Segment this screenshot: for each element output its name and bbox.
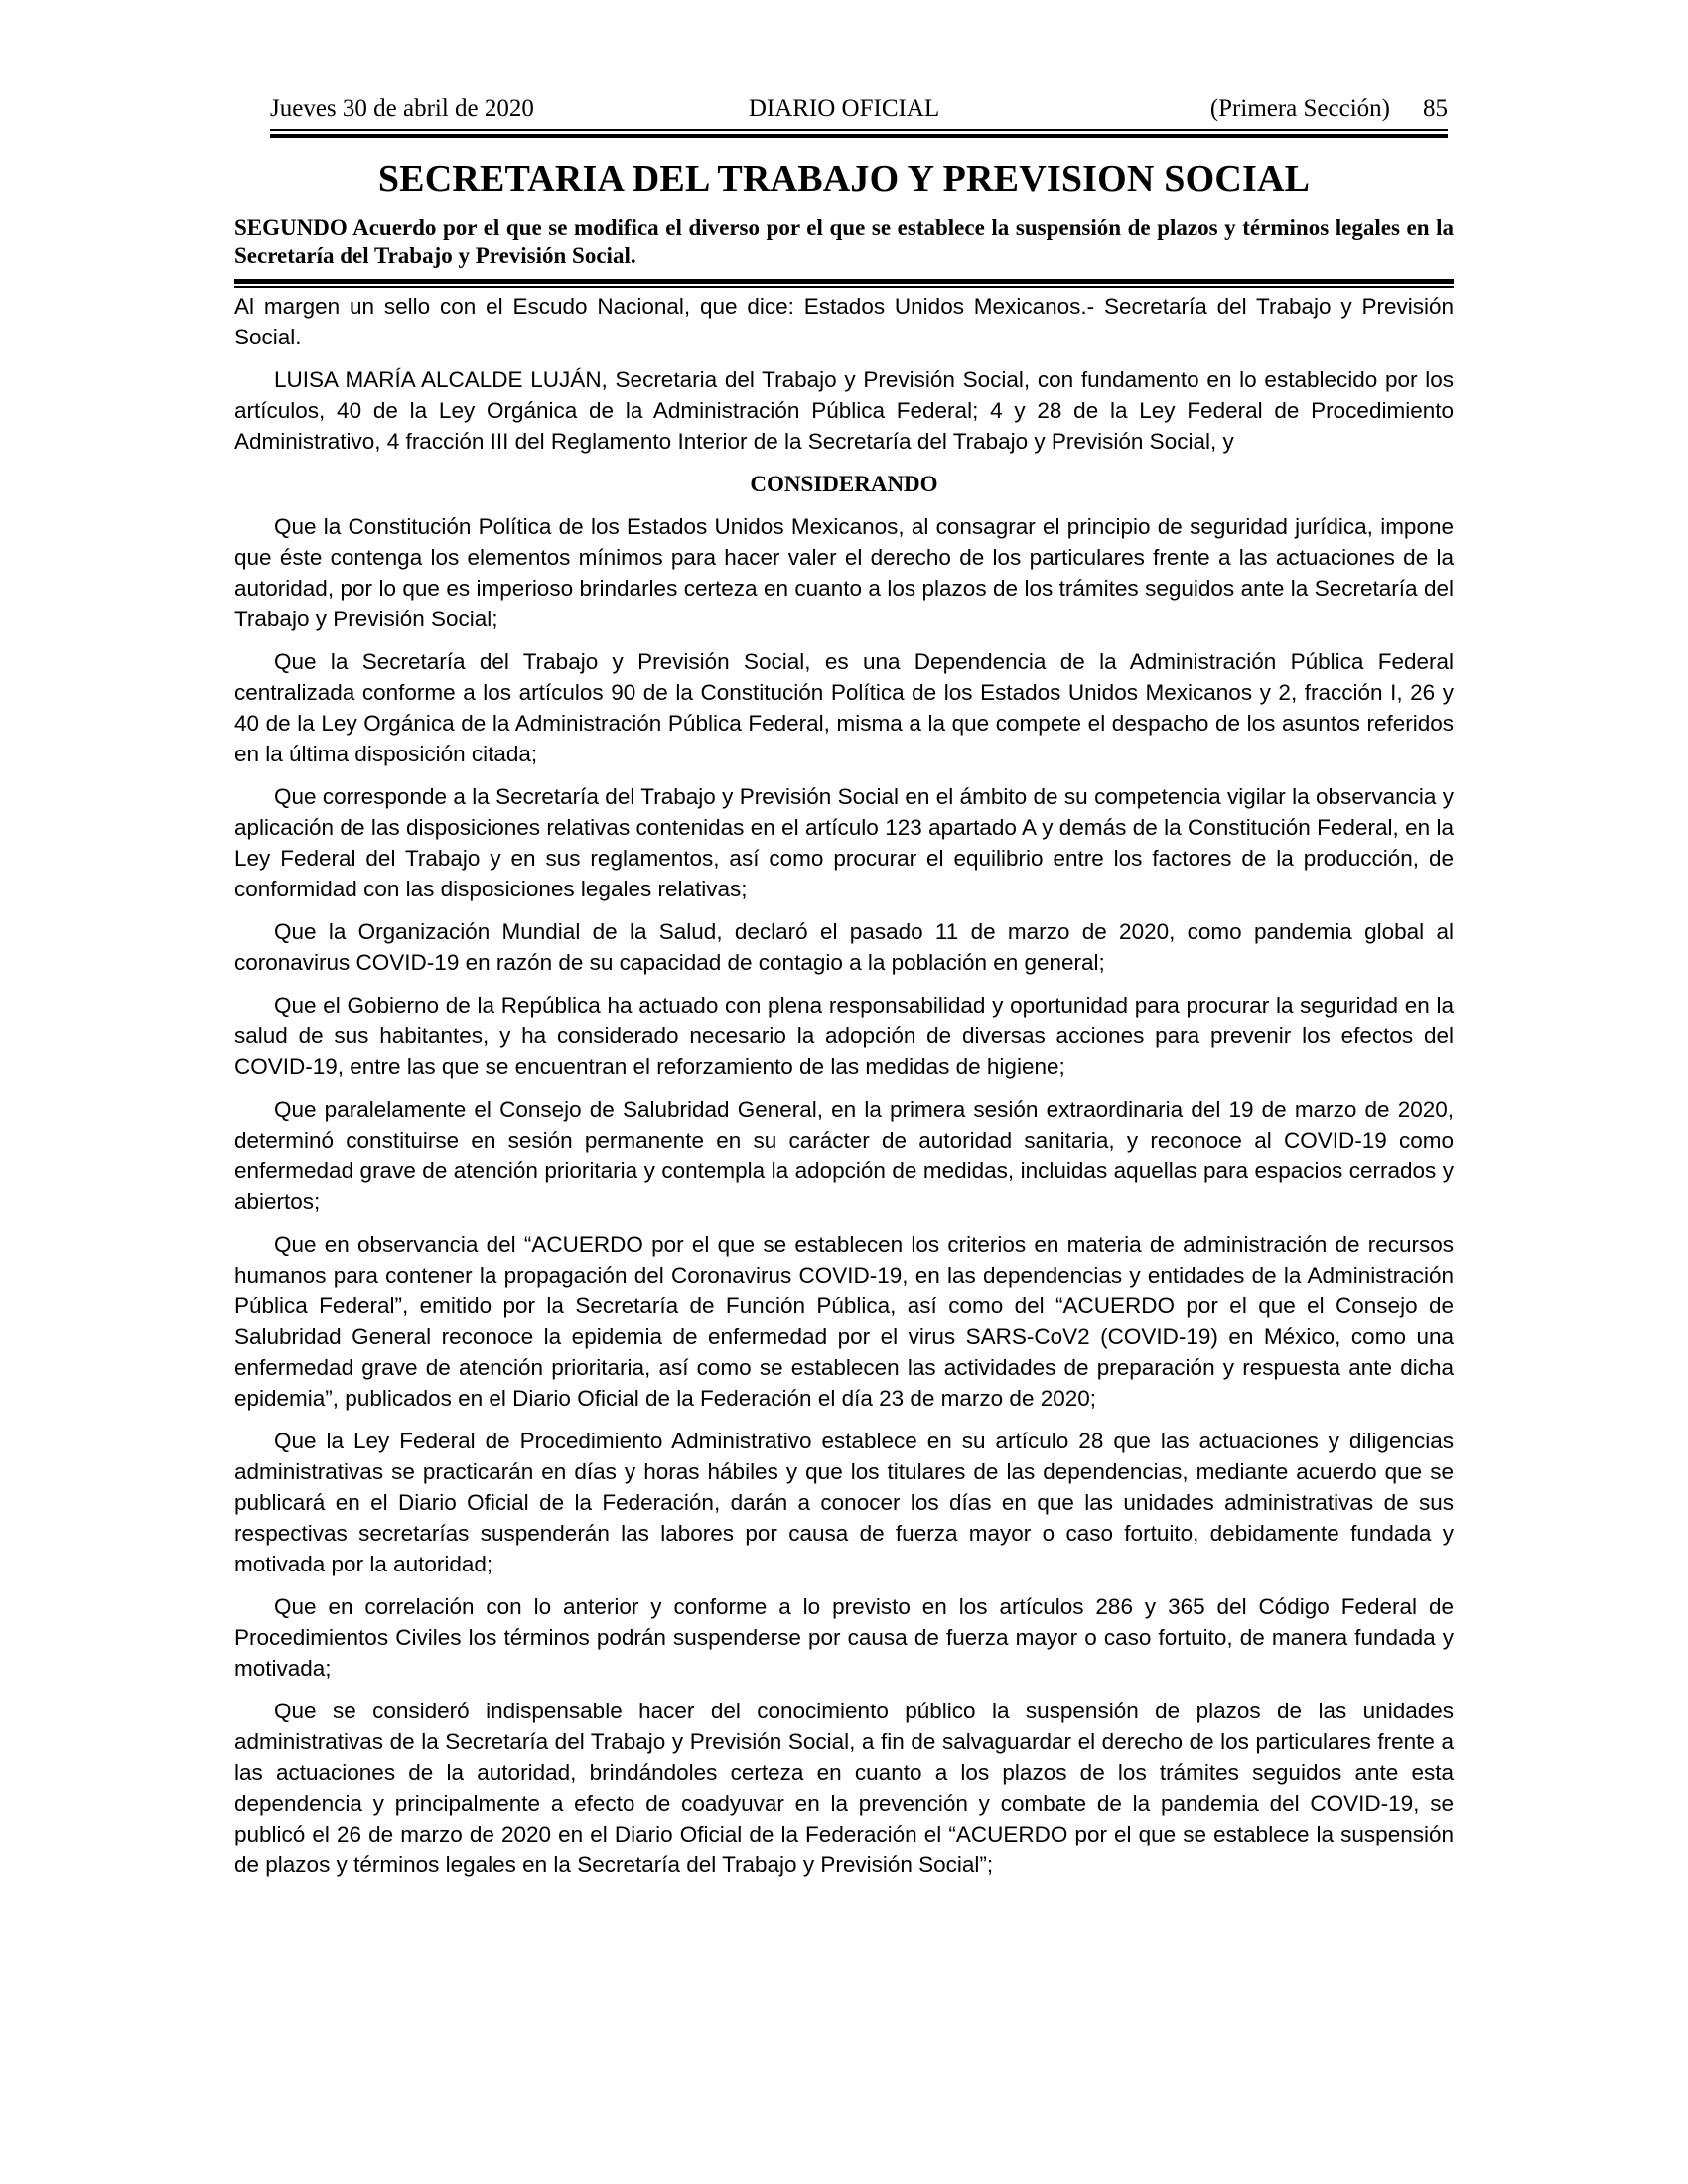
document-page (234, 95, 1454, 1892)
paragraph: Que la Constitución Política de los Estados Unidos Mexicanos, al consagrar el principio de seguridad jurídica, impone que éste contenga los elementos mínimos para hacer valer el derecho de los particulares frente a las actuaciones de la autoridad, por lo que es imperioso brindarles certeza en cuanto a los plazos de los trámites seguidos ante la Secretaría del Trabajo y Previsión Social; (234, 514, 1454, 631)
ministry-title: SECRETARIA DEL TRABAJO Y PREVISION SOCIAL (377, 158, 1311, 200)
paragraph: Que en correlación con lo anterior y conforme a lo previsto en los artículos 286 y 365 del Código Federal de Procedimientos Civiles los términos podrán suspenderse por causa de fuerza mayor o caso fortuito, de manera fundada y motivada; (234, 1594, 1454, 1681)
preamble: LUISA MARÍA ALCALDE LUJÁN, Secretaria del Trabajo y Previsión Social, con fundamento en lo establecido por los artículos, 40 de la Ley Orgánica de la Administración Pública Federal; 4 y 28 de la Ley Federal de Procedimiento Administrativo, 4 fracción III del Reglamento Interior de la Secretaría del Trabajo y Previsión Social, y (234, 367, 1454, 454)
header-section: (Primera Sección) (1209, 95, 1390, 122)
header-rule-thin (270, 129, 1448, 131)
paragraph: Que se consideró indispensable hacer del conocimiento público la suspensión de plazos de las unidades administrativas de la Secretaría del Trabajo y Previsión Social, a fin de salvaguardar el derecho de los particulares frente a las actuaciones de la autoridad, brindándoles certeza en cuanto a los plazos de los trámites seguidos ante esta dependencia y principalmente a efecto de coadyuvar en la prevención y combate de la pandemia del COVID-19, se publicó el 26 de marzo de 2020 en el Diario Oficial de la Federación el “ACUERDO por el que se establece la suspensión de plazos y términos legales en la Secretaría del Trabajo y Previsión Social”; (234, 1699, 1454, 1877)
paragraph: Que paralelamente el Consejo de Salubridad General, en la primera sesión extraordinaria del 19 de marzo de 2020, determinó constituirse en sesión permanente en su carácter de autoridad sanitaria, y reconoce al COVID-19 como enfermedad grave de atención prioritaria y contempla la adopción de medidas, incluidas aquellas para espacios cerrados y abiertos; (234, 1097, 1454, 1214)
paragraph: Que la Organización Mundial de la Salud, declaró el pasado 11 de marzo de 2020, como pandemia global al coronavirus COVID-19 en razón de su capacidad de contagio a la población en general; (234, 919, 1454, 975)
considerando-heading: CONSIDERANDO (750, 472, 938, 496)
paragraph: Que la Ley Federal de Procedimiento Administrativo establece en su artículo 28 que las actuaciones y diligencias administrativas se practicarán en días y horas hábiles y que los titulares de las dependencias, mediante acuerdo que se publicará en el Diario Oficial de la Federación, darán a conocer los días en que las unidades administrativas de sus respectivas secretarías suspenderán las labores por causa de fuerza mayor o caso fortuito, debidamente fundada y motivada por la autoridad; (234, 1429, 1454, 1576)
document-body (234, 291, 1454, 1880)
paragraph: Que corresponde a la Secretaría del Trabajo y Previsión Social en el ámbito de su competencia vigilar la observancia y aplicación de las disposiciones relativas contenidas en el artículo 123 apartado A y demás de la Constitución Federal, en la Ley Federal del Trabajo y en sus reglamentos, así como procurar el equilibrio entre los factores de la producción, de conformidad con las disposiciones legales relativas; (234, 784, 1454, 901)
header-publication: DIARIO OFICIAL (748, 95, 940, 122)
agreement-title: SEGUNDO Acuerdo por el que se modifica el diverso por el que se establece la suspensión de plazos y términos legales en la Secretaría del Trabajo y Previsión Social. (234, 215, 1454, 268)
seal-note: Al margen un sello con el Escudo Nacional, que dice: Estados Unidos Mexicanos.- Secretaría del Trabajo y Previsión Social. (234, 294, 1454, 349)
header-date: Jueves 30 de abril de 2020 (270, 95, 534, 122)
paragraph: Que en observancia del “ACUERDO por el que se establecen los criterios en materia de administración de recursos humanos para contener la propagación del Coronavirus COVID-19, en las dependencias y entidades de la Administración Pública Federal”, emitido por la Secretaría de Función Pública, así como del “ACUERDO por el que el Consejo de Salubridad General reconoce la epidemia de enfermedad por el virus SARS-CoV2 (COVID-19) en México, como una enfermedad grave de atención prioritaria, así como se establecen las actividades de preparación y respuesta ante dicha epidemia”, publicados en el Diario Oficial de la Federación el día 23 de marzo de 2020; (234, 1232, 1454, 1411)
paragraph: Que la Secretaría del Trabajo y Previsión Social, es una Dependencia de la Administración Pública Federal centralizada conforme a los artículos 90 de la Constitución Política de los Estados Unidos Mexicanos y 2, fracción I, 26 y 40 de la Ley Orgánica de la Administración Pública Federal, misma a la que compete el despacho de los asuntos referidos en la última disposición citada; (234, 649, 1454, 766)
header-rule-thick (270, 134, 1448, 138)
title-divider (234, 279, 1454, 288)
header-page-number: 85 (1423, 95, 1448, 122)
page-header (234, 95, 1454, 131)
paragraph: Que el Gobierno de la República ha actuado con plena responsabilidad y oportunidad para procurar la seguridad en la salud de sus habitantes, y ha considerado necesario la adopción de diversas acciones para prevenir los efectos del COVID-19, entre las que se encuentran el reforzamiento de las medidas de higiene; (234, 993, 1454, 1079)
